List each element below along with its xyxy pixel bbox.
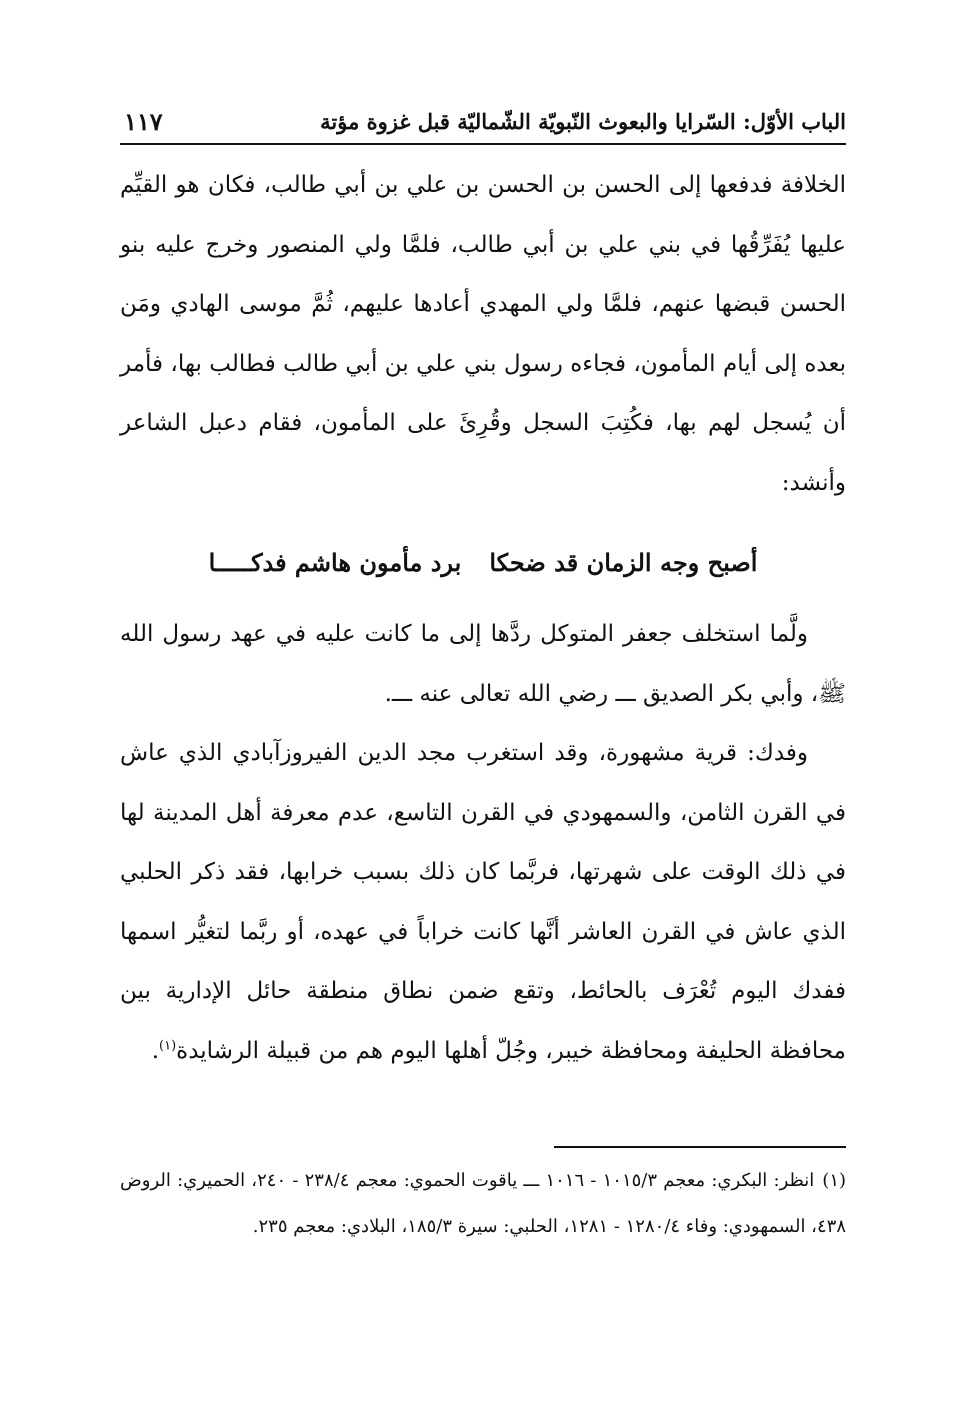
page-number: ١١٧ xyxy=(124,107,163,136)
chapter-title: الباب الأوّل: السّرايا والبعوث النّبويّة الشّماليّة قبل غزوة مؤتة xyxy=(320,109,846,134)
paragraph-3-end: . xyxy=(151,1037,159,1064)
paragraph-3 xyxy=(120,724,846,1081)
poetry-verse xyxy=(120,533,846,593)
verse-second-hemistich: برد مأمون هاشم فدكـــــا xyxy=(208,548,462,577)
header-rule xyxy=(120,143,846,145)
footnote-1 xyxy=(120,1158,846,1249)
book-page xyxy=(120,0,846,1401)
paragraph-3-text: وفدك: قرية مشهورة، وقد استغرب مجد الدين الفيروزآبادي الذي عاش في القرن الثامن، والسمهودي في القرن التاسع، عدم معرفة أهل المدينة لها في ذلك الوقت على شهرتها، فربَّما كان ذلك بسبب خرابها، فقد ذكر الحلبي الذي عاش في القرن العاشر أنَّها كانت خراباً في عهده، أو ربَّما لتغيُّر اسمها ففدك اليوم تُعْرَف بالحائط، وتقع ضمن نطاق منطقة حائل الإدارية بين محافظة الحليفة ومحافظة خيبر، وجُلّ أهلها اليوم هم من قبيلة الرشايدة xyxy=(120,740,846,1064)
paragraph-1: الخلافة فدفعها إلى الحسن بن الحسن بن علي بن أبي طالب، فكان هو القيِّم عليها يُفَرِّقُها في بني علي بن أبي طالب، فلمَّا ولي المنصور وخرج عليه بنو الحسن قبضها عنهم، فلمَّا ولي المهدي أعادها عليهم، ثُمَّ موسى الهادي ومَن بعده إلى أيام المأمون، فجاءه رسول بني علي بن أبي طالب فطالب بها، فأمر أن يُسجل لهم بها، فكُتِبَ السجل وقُرِئَ على المأمون، فقام دعبل الشاعر وأنشد: xyxy=(120,172,846,496)
footnote-reference[interactable]: (١) xyxy=(159,1037,177,1053)
paragraph-2: ولَّما استخلف جعفر المتوكل ردَّها إلى ما كانت عليه في عهد رسول الله ﷺ، وأبي بكر الصديق ـــ رضي الله تعالى عنه ـــ. xyxy=(120,621,846,707)
running-header xyxy=(120,100,846,140)
verse-first-hemistich: أصبح وجه الزمان قد ضحكا xyxy=(489,548,758,577)
main-text xyxy=(120,156,846,1081)
footnote-text: انظر: البكري: معجم ١٠١٥/٣ - ١٠١٦ ـــ ياقوت الحموي: معجم ٢٣٨/٤ - ٢٤٠، الحميري: الروض ٤٣٨، السمهودي: وفاء ١٢٨٠/٤ - ١٢٨١، الحلبي: سيرة ١٨٥/٣، البلادي: معجم ٢٣٥. xyxy=(120,1170,846,1237)
footnote-marker: (١) xyxy=(822,1170,847,1191)
footnote-rule xyxy=(554,1146,846,1148)
footnotes xyxy=(120,1158,846,1249)
